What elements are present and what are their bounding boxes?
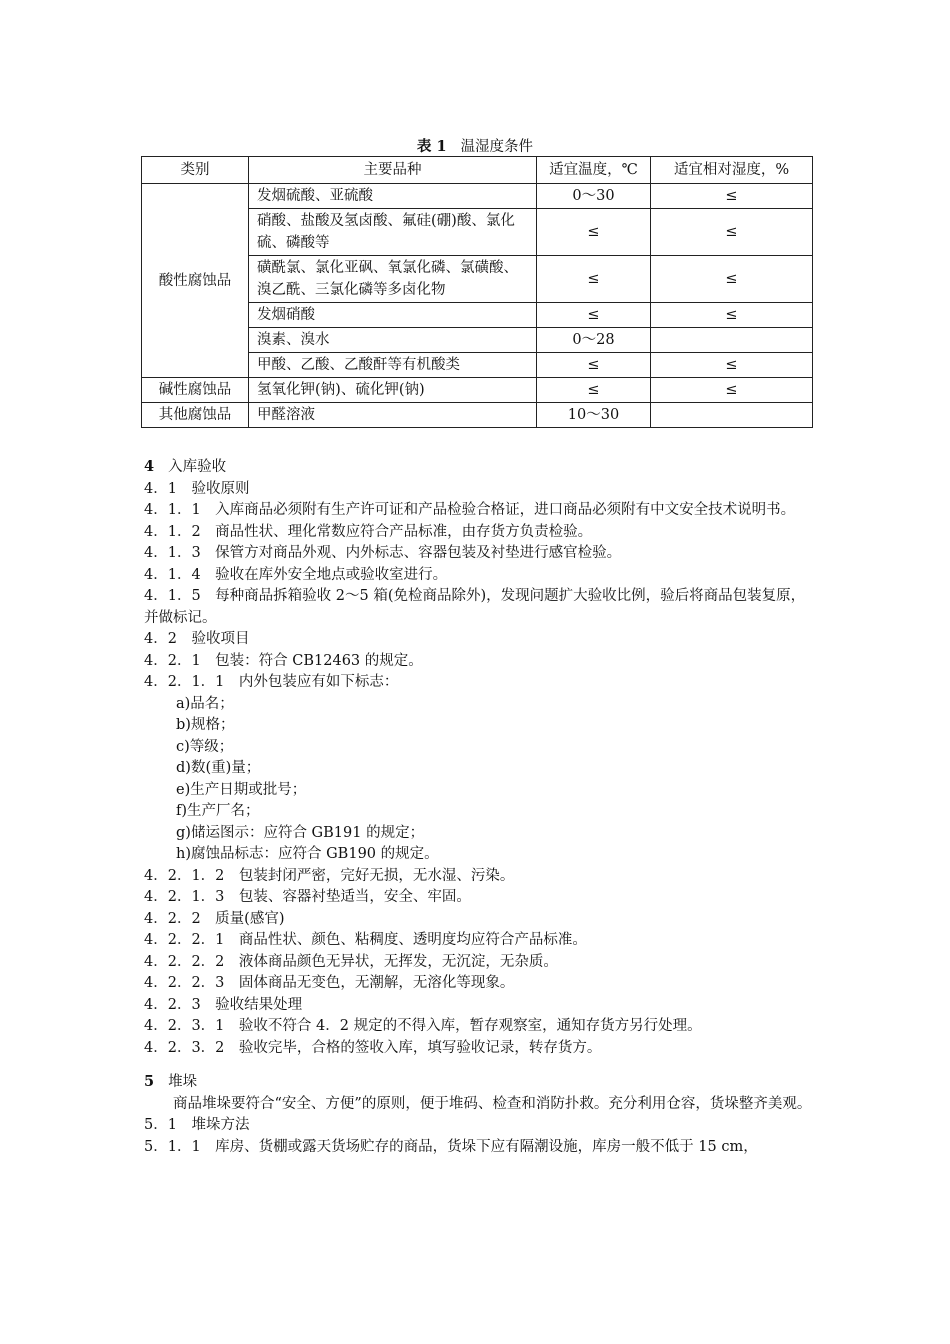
temperature-cell: 10～30 <box>537 403 651 428</box>
clause-5-1-1: 5．1．1 库房、货棚或露天货场贮存的商品，货垛下应有隔潮设施，库房一般不低于 15 cm， <box>144 1138 758 1155</box>
humidity-cell: ≤ <box>651 378 813 403</box>
table-header-row <box>142 157 813 184</box>
section-title: 入库验收 <box>168 459 227 475</box>
temperature-cell: ≤ <box>537 256 651 303</box>
variety-cell: 溴素、溴水 <box>249 328 537 353</box>
temperature-cell: ≤ <box>537 209 651 256</box>
temperature-cell: ≤ <box>537 353 651 378</box>
clause-4-2-2-3: 4．2．2．3 固体商品无变色，无潮解，无溶化等现象。 <box>144 975 515 991</box>
clause-4-1-3: 4．1．3 保管方对商品外观、内外标志、容器包装及衬垫进行感官检验。 <box>144 545 622 561</box>
clause-4-2-2-2: 4．2．2．2 液体商品颜色无异状，无挥发，无沉淀，无杂质。 <box>144 953 558 970</box>
variety-cell: 发烟硝酸 <box>249 303 537 328</box>
table-caption-number: 表 1 <box>416 138 447 155</box>
humidity-cell: ≤ <box>651 303 813 328</box>
category-cell: 其他腐蚀品 <box>142 403 249 428</box>
temperature-cell: ≤ <box>537 303 651 328</box>
humidity-cell: ≤ <box>651 353 813 378</box>
clause-4-2-1-3: 4．2．1．3 包装、容器衬垫适当，安全、牢固。 <box>144 889 471 905</box>
document-body <box>144 456 814 1158</box>
category-cell: 酸性腐蚀品 <box>142 184 249 378</box>
list-item: a)品名； <box>176 695 234 712</box>
variety-cell: 甲酸、乙酸、乙酸酐等有机酸类 <box>249 353 537 378</box>
clause-4-2-1-2: 4．2．1．2 包装封闭严密，完好无损，无水湿、污染。 <box>144 867 515 884</box>
section-4-heading <box>144 456 814 479</box>
clause-4-2-3: 4．2．3 验收结果处理 <box>144 996 303 1013</box>
list-item: c)等级； <box>176 738 234 755</box>
list-item: g)储运图示：应符合 GB191 的规定； <box>176 824 425 841</box>
clause-4-1-1: 4．1．1 入库商品必须附有生产许可证和产品检验合格证，进口商品必须附有中文安全技术说明书。 <box>144 502 796 518</box>
category-cell: 碱性腐蚀品 <box>142 378 249 403</box>
list-item: b)规格； <box>176 717 235 733</box>
clause-4-1-4: 4．1．4 验收在库外安全地点或验收室进行。 <box>144 566 448 583</box>
humidity-cell <box>651 403 813 428</box>
humidity-cell: ≤ <box>651 256 813 303</box>
list-item: h)腐蚀品标志：应符合 GB190 的规定。 <box>176 846 439 862</box>
temperature-cell: 0～30 <box>537 184 651 209</box>
temperature-cell: ≤ <box>537 378 651 403</box>
clause-4-2-2: 4．2．2 质量(感官) <box>144 910 285 927</box>
humidity-cell: ≤ <box>651 209 813 256</box>
humidity-cell: ≤ <box>651 184 813 209</box>
section-title: 堆垛 <box>168 1074 198 1090</box>
header-category: 类别 <box>142 157 249 184</box>
section-5-heading <box>144 1071 814 1094</box>
clause-4-1-2: 4．1．2 商品性状、理化常数应符合产品标准，由存货方负责检验。 <box>144 523 593 540</box>
clause-4-2-3-1: 4．2．3．1 验收不符合 4．2 规定的不得入库，暂存观察室，通知存货方另行处理。 <box>144 1018 702 1034</box>
variety-cell: 磺酰氯、氯化亚砜、氧氯化磷、氯磺酸、溴乙酰、三氯化磷等多卤化物 <box>249 256 537 303</box>
header-temperature: 适宜温度，℃ <box>537 157 651 184</box>
variety-cell: 氢氧化钾(钠)、硫化钾(钠) <box>249 378 537 403</box>
header-variety: 主要品种 <box>249 157 537 184</box>
section-5-intro: 商品堆垛要符合“安全、方便”的原则，便于堆码、检查和消防扑救。充分利用仓容，货垛整齐美观。 <box>173 1095 812 1112</box>
header-humidity: 适宜相对湿度，% <box>651 157 813 184</box>
list-item: f)生产厂名； <box>176 803 260 819</box>
clause-4-1: 4．1 验收原则 <box>144 480 250 497</box>
table-caption-title: 温湿度条件 <box>460 139 534 155</box>
clause-4-2-3-2: 4．2．3．2 验收完毕，合格的签收入库，填写验收记录，转存货方。 <box>144 1039 602 1056</box>
clause-4-2-1-1: 4．2．1．1 内外包装应有如下标志： <box>144 674 399 690</box>
section-number: 5 <box>144 1073 155 1090</box>
list-item: d)数(重)量； <box>176 760 261 776</box>
table-row <box>142 184 813 209</box>
clause-4-2-2-1: 4．2．2．1 商品性状、颜色、粘稠度、透明度均应符合产品标准。 <box>144 932 587 948</box>
variety-cell: 硝酸、盐酸及氢卤酸、氟硅(硼)酸、氯化硫、磷酸等 <box>249 209 537 256</box>
clause-4-1-5: 4．1．5 每种商品拆箱验收 2～5 箱(免检商品除外)，发现问题扩大验收比例，验后将商品包装复原，并做标记。 <box>144 588 806 626</box>
clause-4-2-1: 4．2．1 包装：符合 CB12463 的规定。 <box>144 652 423 669</box>
variety-cell: 发烟硫酸、亚硫酸 <box>249 184 537 209</box>
table-row <box>142 378 813 403</box>
temperature-humidity-table <box>141 156 813 428</box>
clause-4-2: 4．2 验收项目 <box>144 631 250 647</box>
temperature-cell: 0～28 <box>537 328 651 353</box>
variety-cell: 甲醛溶液 <box>249 403 537 428</box>
humidity-cell <box>651 328 813 353</box>
section-spacer <box>144 1059 814 1071</box>
list-item: e)生产日期或批号； <box>176 781 307 798</box>
table-row <box>142 403 813 428</box>
section-number: 4 <box>144 458 155 475</box>
table-caption <box>0 135 950 156</box>
clause-5-1: 5．1 堆垛方法 <box>144 1117 250 1133</box>
